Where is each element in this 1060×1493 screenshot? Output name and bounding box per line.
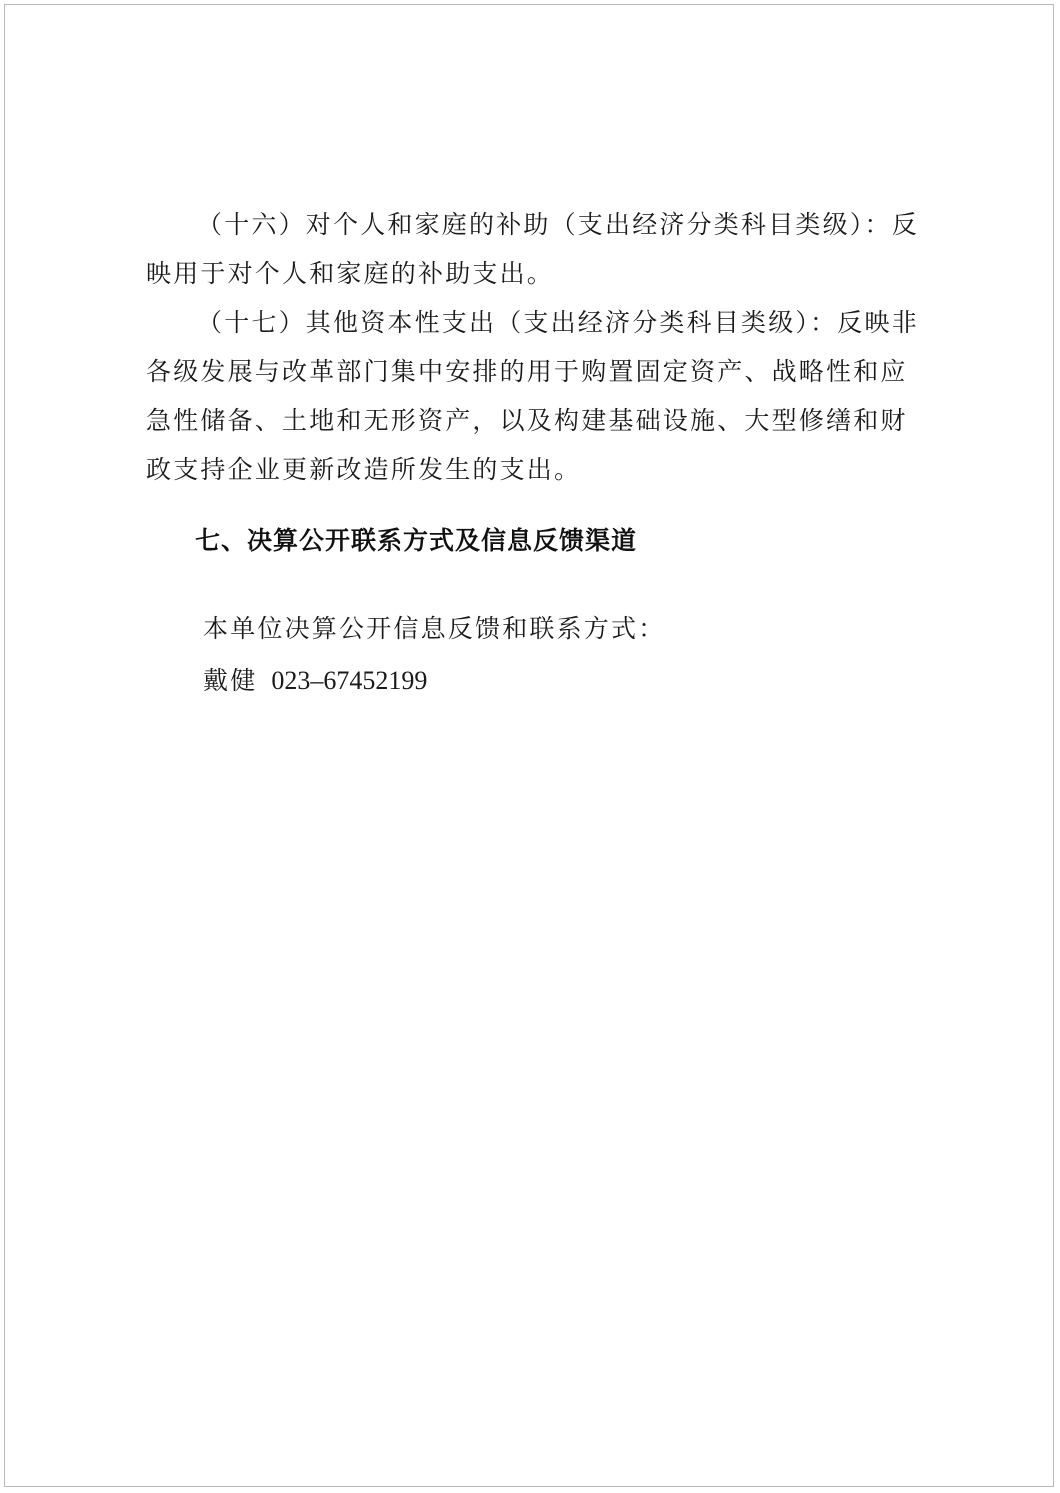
contact-intro-text: 本单位决算公开信息反馈和联系方式： <box>203 614 666 643</box>
section-7-heading: 七、决算公开联系方式及信息反馈渠道 <box>195 526 638 555</box>
paragraph-section-17: （十七）其他资本性支出（支出经济分类科目类级）：反映非各级发展与改革部门集中安排的用于购置固定资产、战略性和应急性储备、土地和无形资产，以及构建基础设施、大型修缮和财政支持企业更新改造所发生的支出。 <box>146 308 919 484</box>
contact-line <box>203 659 427 703</box>
contact-phone: 023–67452199 <box>271 666 428 695</box>
document-page <box>4 4 1054 1487</box>
contact-name: 戴健 <box>203 666 258 695</box>
paragraph-section-16: （十六）对个人和家庭的补助（支出经济分类科目类级）：反映用于对个人和家庭的补助支出。 <box>146 210 919 288</box>
